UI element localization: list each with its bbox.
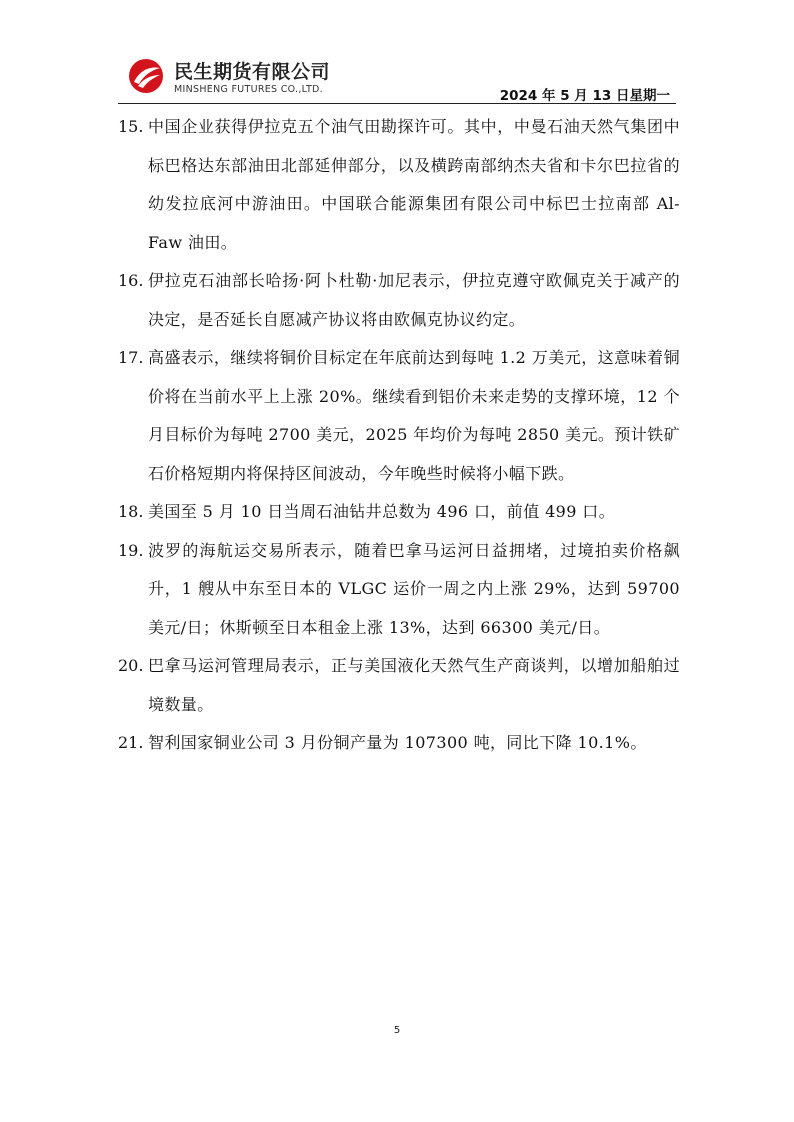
- company-name-cn: 民生期货有限公司: [174, 61, 331, 83]
- item-number: 21.: [118, 733, 144, 752]
- item-text: 巴拿马运河管理局表示，正与美国液化天然气生产商谈判，以增加船舶过境数量。: [148, 656, 680, 714]
- list-item: [118, 493, 680, 532]
- list-item: [118, 339, 680, 493]
- company-name-en: MINSHENG FUTURES CO.,LTD.: [174, 84, 323, 95]
- item-text: 智利国家铜业公司 3 月份铜产量为 107300 吨，同比下降 10.1%。: [148, 733, 647, 752]
- item-number: 20.: [118, 656, 144, 675]
- item-text: 伊拉克石油部长哈扬·阿卜杜勒·加尼表示，伊拉克遵守欧佩克关于减产的决定，是否延长自愿减产协议将由欧佩克协议约定。: [148, 271, 680, 329]
- item-text: 美国至 5 月 10 日当周石油钻井总数为 496 口，前值 499 口。: [148, 502, 616, 521]
- list-item: [118, 108, 680, 262]
- list-item: [118, 532, 680, 648]
- news-list: [118, 108, 680, 763]
- report-date: 2024 年 5 月 13 日星期一: [499, 88, 670, 104]
- item-number: 18.: [118, 502, 144, 521]
- item-number: 16.: [118, 271, 144, 290]
- list-item: [118, 724, 680, 763]
- minsheng-logo-icon: [126, 56, 166, 96]
- list-item: [118, 647, 680, 724]
- page-number: 5: [393, 1025, 401, 1036]
- item-text: 中国企业获得伊拉克五个油气田勘探许可。其中，中曼石油天然气集团中标巴格达东部油田北部延伸部分，以及横跨南部纳杰夫省和卡尔巴拉省的幼发拉底河中游油田。中国联合能源集团有限公司中标巴士拉南部 Al-Faw 油田。: [148, 117, 680, 252]
- page-header: [118, 54, 676, 104]
- item-text: 波罗的海航运交易所表示，随着巴拿马运河日益拥堵，过境拍卖价格飙升，1 艘从中东至日本的 VLGC 运价一周之内上涨 29%，达到 59700 美元/日；休斯顿至日本租金上涨 13%，达到 66300 美元/日。: [148, 540, 680, 637]
- header-divider: [118, 103, 676, 104]
- item-number: 19.: [118, 540, 144, 560]
- list-item: [118, 262, 680, 339]
- item-number: 17.: [118, 348, 144, 367]
- item-text: 高盛表示，继续将铜价目标定在年底前达到每吨 1.2 万美元，这意味着铜价将在当前水平上上涨 20%。继续看到铝价未来走势的支撑环境，12 个月目标价为每吨 2700 美元，2025 年均价为每吨 2850 美元。预计铁矿石价格短期内将保持区间波动，今年晚些时候将小幅下跌。: [148, 348, 680, 483]
- item-number: 15.: [118, 117, 144, 136]
- company-logo: [126, 54, 386, 100]
